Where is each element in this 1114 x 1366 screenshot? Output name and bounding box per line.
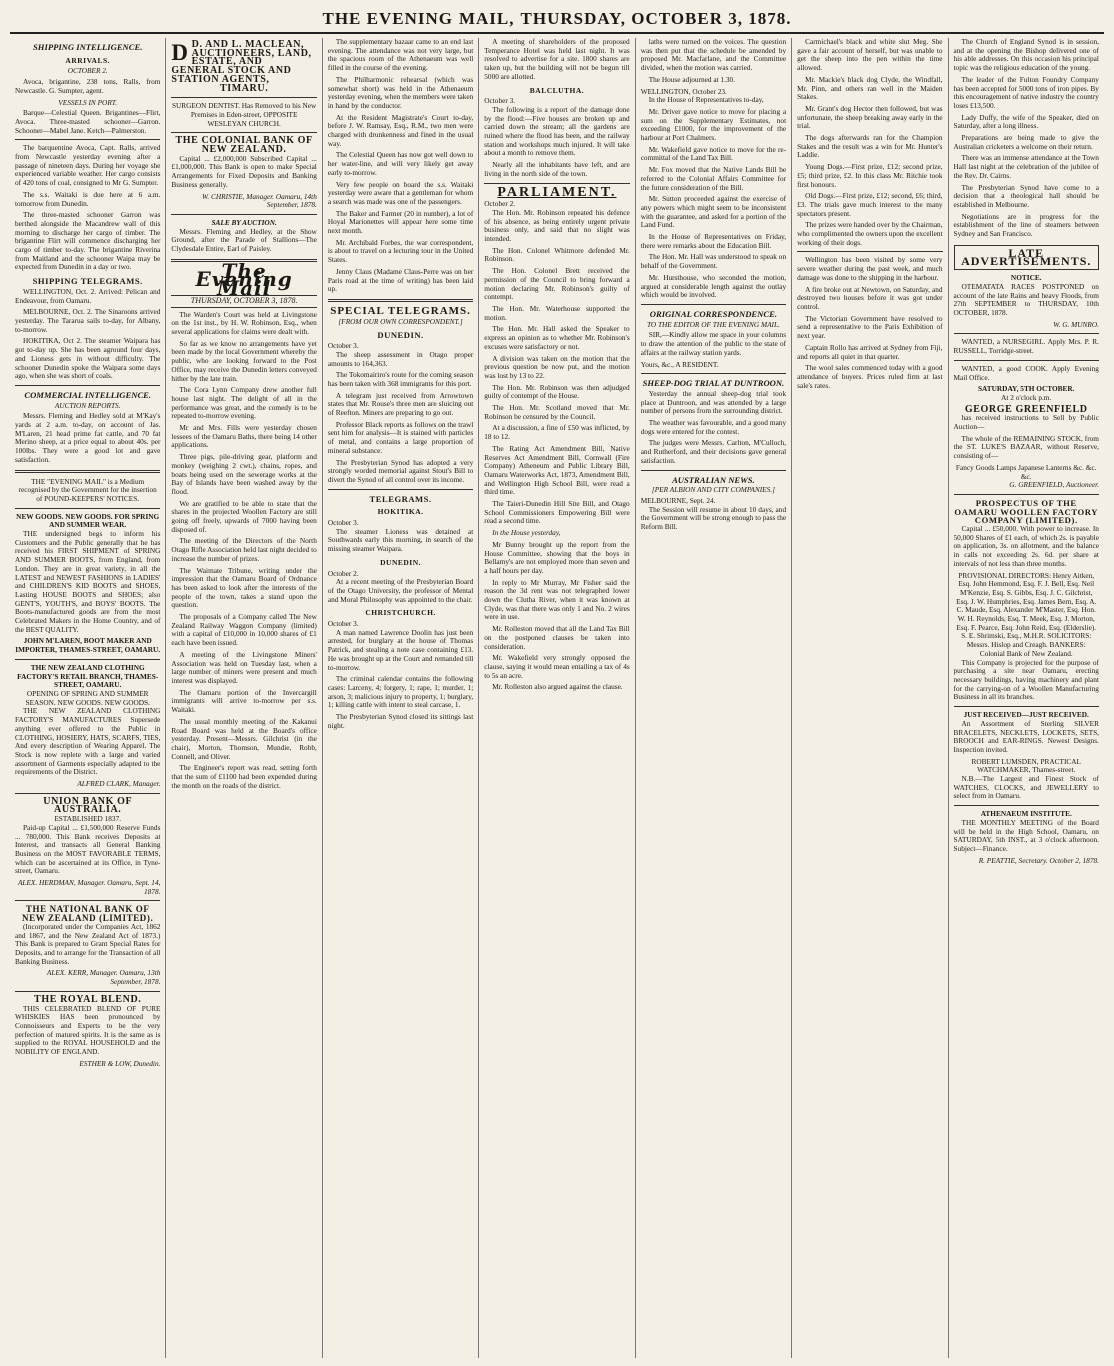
advert-signature: ESTHER & LOW, Dunedin. xyxy=(79,1058,161,1068)
news-paragraph: The wool sales commenced today with a good attendance of buyers. Prices ruled firm at last sale's rates. xyxy=(797,363,943,390)
advert-subheading: ESTABLISHED 1837. xyxy=(54,814,122,824)
advert-text: WANTED, a NURSEGIRL. Apply Mrs. P. R. RUSSELL, Torridge-street. xyxy=(953,337,1099,356)
paper-title: The Evening Mail xyxy=(195,258,293,301)
advert-text: N.B.—The Largest and Finest Stock of WATCHES, CLOCKS, and JEWELLERY to select from in Oamaru. xyxy=(953,774,1099,801)
advert-signature: R. PEATTIE, Secretary. October 2, 1878. xyxy=(978,855,1099,865)
parliament-paragraph: Mr. Sutton proceeded against the exercise of any powers which might seem to be inconsistent with the guarantee, and asked for a portion of the Land Fund. xyxy=(640,194,787,230)
dunedin-heading: DUNEDIN. xyxy=(380,557,421,567)
editorial-paragraph: We are gratified to be able to state that the shares in the projected Woollen Factory are still going off freely, upwards of 7000 having been disposed of. xyxy=(171,498,317,534)
column-7 xyxy=(949,38,1104,1358)
advert-royal-blend xyxy=(15,993,161,1069)
news-paragraph: A fire broke out at Newtown, on Saturday, and destroyed two houses before it was got under control. xyxy=(797,284,943,311)
dunedin-heading: DUNEDIN. xyxy=(377,330,424,341)
dateline: WELLINGTON, October 23. xyxy=(640,86,727,96)
advert-signature: JOHN M'LAREN, BOOT MAKER AND IMPORTER, THAMES-STREET, OAMARU. xyxy=(15,636,161,655)
advert-sale xyxy=(171,219,316,254)
advert-date: SATURDAY, 5TH OCTOBER. xyxy=(977,384,1075,394)
parliament-paragraph: The Rating Act Amendment Bill, Native Reserves Act Amendment Bill, Cornwall (Fire Company) Atheneum and Public Library Bill, Oamaru Waterworks Act, 1873, Amendment Bill, and Wellington High School Bill, were read a third time. xyxy=(484,443,630,497)
special-telegrams-subheading: [FROM OUR OWN CORRESPONDENT.] xyxy=(338,316,463,326)
balclutha-heading: BALCLUTHA. xyxy=(529,85,585,95)
advert-text: Messrs. Fleming and Hedley, at the Show Ground, after the Parade of Stallions—The Clydesdale Entire, Earl of Paisley. xyxy=(171,226,317,254)
news-paragraph: The Philharmonic rehearsal (which was somewhat short) was held in the Athenaeum yesterday evening, when the members were taken in hand by the conductor. xyxy=(327,74,474,110)
advert-signature: ALEX. KERR, Manager. Oamaru, 13th September, 1878. xyxy=(46,968,161,987)
shipping-telegrams-heading: SHIPPING TELEGRAMS. xyxy=(32,276,143,287)
telegram-paragraph: Professor Black reports as follows on the trawl sent him for analysis—It is stained with particles of metal, and contains a large proportion of mineral substance. xyxy=(327,419,474,455)
shipping-heading: SHIPPING INTELLIGENCE. xyxy=(33,42,143,52)
advert-town: TIMARU. xyxy=(219,82,269,94)
advert-text: THE undersigned begs to inform his Customers and the Public generally that he has received his FIRST SHIPMENT of SPRING AND SUMMER BOOTS, from England, from London. They are in great variety, in all the LATEST and NEWEST FASHIONS in LADIES' and CHILDREN'S KID BOOTS and SHOES, Lasting HOUSE BOOTS and SHOES; also GENT'S, YOUTH'S, and BOYS' BOOTS. The Boots-manufactured goods are from the most Celebrated Makers in the Home Country, and of the BEST QUALITY. xyxy=(15,529,161,634)
advert-text: The whole of the REMAINING STOCK, from the ST. LUKE'S BAZAAR, without Reserve, consisting of— xyxy=(953,433,1099,461)
news-paragraph: Mr. Archibald Forbes, the war correspondent, is about to travel on a lecturing tour in the United States. xyxy=(327,237,474,265)
divider xyxy=(15,991,160,992)
advert-evening-mail xyxy=(15,478,160,504)
arrivals-heading: ARRIVALS. xyxy=(65,55,110,65)
column-5 xyxy=(636,38,792,1358)
editorial-paragraph: A meeting of the Livingstone Miners' Association was held on Tuesday last, when a large number of miners were present and much interest was displayed. xyxy=(171,649,317,685)
advert-signature: W. G. MUNRO. xyxy=(1053,319,1099,329)
commercial-paragraph: Messrs. Fleming and Hedley sold at M'Kay's yards at 2 a.m. to-day, on account of Jas. M'Laren, 21 head prime fat cattle, and 70 fat Merino sheep, at a price equal to about 40s. per 100lbs. They were a good lot and gave satisfaction. xyxy=(15,411,161,464)
telegram-paragraph: A telegram just received from Arrowtown states that Mr. Rouse's three men are sluicing out of Reefton. Miners are preparing to go out. xyxy=(327,390,474,418)
news-paragraph: Very few people on board the s.s. Waitaki yesterday were aware that a gentleman for whom a search was made was one of the passengers. xyxy=(327,179,474,206)
divider xyxy=(171,132,316,133)
parliament-paragraph: The House adjourned at 1.30. xyxy=(648,74,736,84)
advert-heading: GEORGE GREENFIELD xyxy=(964,403,1088,415)
parliament-paragraph: Mr. Wakefield gave notice to move for the re-committal of the Land Tax Bill. xyxy=(640,144,787,163)
telegram-paragraph: The Tokomairiro's route for the coming season has been taken with 368 immigrants for this port. xyxy=(327,370,474,388)
parliament-paragraph: The Hon. Mr. Hall asked the Speaker to express an opinion as to whether Mr. Robinson's excuses were satisfactory or not. xyxy=(484,324,630,351)
editorial-paragraph: The proposals of a Company called The New Zealand Railway Waggon Company (limited) with a capital of £10,000 in 10,000 shares of £1 each have been issued. xyxy=(171,612,317,648)
divider xyxy=(954,333,1099,334)
advert-text: OTEMATATA RACES POSTPONED on account of the late Rains and heavy Floods, from 27th SEPTEMBER to THURSDAY, 10th OCTOBER, 1878. xyxy=(953,281,1099,317)
divider xyxy=(641,304,786,305)
advert-heading: NEW GOODS. NEW GOODS. FOR SPRING AND SUMMER WEAR. xyxy=(16,511,160,530)
advert-text: WANTED, a good COOK. Apply Evening Mail Office. xyxy=(953,363,1099,382)
masthead-title-left: THE EVENING xyxy=(322,9,453,28)
editorial-paragraph: The usual monthly meeting of the Kakanui Road Board was held at the Board's office yesterday. Present—Messrs. Gilchrist (in the chair), Morton, Thomson, Mundie, Robb, Connell, and Oliver. xyxy=(171,716,317,761)
hokitika-heading: HOKITIKA. xyxy=(377,507,424,517)
advert-time: At 2 o'clock p.m. xyxy=(1001,392,1052,402)
advert-woollen-factory xyxy=(954,499,1099,702)
vessels-list: Barque—Celestial Queen. Brigantines—Flirt, Avoca. Three-masted schooner—Garron. Schooner—Mabel Jane. Ketch—Palmerston. xyxy=(15,108,161,135)
auction-reports-heading: AUCTION REPORTS. xyxy=(54,400,121,410)
advert-colonial-bank xyxy=(171,137,316,210)
dateline: October 2. xyxy=(327,568,359,578)
column-container xyxy=(10,38,1104,1358)
news-paragraph: The Church of England Synod is in session, and at the opening the Bishop delivered one of his able addresses. On this occasion his principal topic was the religious education of the young. xyxy=(953,38,1099,73)
advert-lumsden xyxy=(954,711,1099,801)
advert-nz-clothing xyxy=(15,664,160,789)
divider xyxy=(171,214,316,215)
news-paragraph: Negotiations are in progress for the establishment of the line of steamers between Sydney and San Francisco. xyxy=(953,211,1099,239)
telegram-item: HOKITIKA, Oct 2. The steamer Waipara has got to-day up. She has been aground four days, and Lioness gets in without difficulty. The schooner Dunedin spoke the Waipara some days ago, when she was short of coals. xyxy=(15,336,161,381)
divider xyxy=(15,508,160,509)
dateline: October 3. xyxy=(327,619,359,629)
news-paragraph: Nearly all the inhabitants have left, and are living in the north side of the town. xyxy=(484,160,630,178)
special-telegrams-heading: SPECIAL TELEGRAMS. xyxy=(330,304,471,317)
advert-text: Capital ... £2,000,000 Subscribed Capital ... £1,000,000. This Bank is open to make Special Arrangements for Fixed Deposits and Banking Business generally. xyxy=(171,153,317,189)
news-paragraph: A meeting of shareholders of the proposed Temperance Hotel was held last night. It was resolved to advertise for a site. 1800 shares are taken up, but the building will not be begun till 5000 are allotted. xyxy=(484,38,630,81)
divider xyxy=(15,139,160,140)
dateline: October 3. xyxy=(327,341,359,351)
drop-cap: D xyxy=(171,40,189,65)
advert-heading: THE NATIONAL BANK OF NEW ZEALAND (LIMITED). xyxy=(22,904,154,924)
divider xyxy=(15,470,160,473)
divider xyxy=(954,706,1099,707)
advert-national-bank xyxy=(15,905,160,986)
parliament-paragraph: The Hon. Mr. Robinson repeated his defence of his absence, as being entirely urgent private business only, and said that no slight was intended. xyxy=(484,207,630,244)
divider xyxy=(15,659,160,660)
advert-greenfield xyxy=(953,403,1099,490)
advert-boots xyxy=(15,513,160,655)
editorial-paragraph: Mr and Mrs. Fills were yesterday chosen lessees of the Oamaru Baths, there being 14 other applications. xyxy=(171,423,317,450)
letter-paragraph: SIR,—Kindly allow me space in your columns to draw the attention of the public to the state of affairs at the railway station yards. xyxy=(640,330,787,357)
advert-heading: UNION BANK OF AUSTRALIA. xyxy=(43,795,133,816)
parliament-paragraph: Mr. Wakefield very strongly opposed the clause, saying it would mean entailing a tax of 4s to 5s an acre. xyxy=(484,653,630,680)
divider xyxy=(954,805,1099,806)
advert-text: THE "EVENING MAIL" is a Medium recognised by the Government for the insertion of POUND-KEEPERS' NOTICES. xyxy=(18,476,157,503)
telegram-paragraph: The Presbyterian Synod closed its sittings last night. xyxy=(327,712,474,730)
advert-union-bank xyxy=(15,795,161,897)
advert-heading: D. AND L. MACLEAN, AUCTIONEERS, LAND, ESTATE, AND GENERAL STOCK AND STATION AGENTS, xyxy=(171,39,312,85)
news-paragraph: Wellington has been visited by some very severe weather during the past week, and much damage was done to the shipping in the harbour. xyxy=(797,255,943,282)
advert-text: THE NEW ZEALAND CLOTHING FACTORY'S MANUFACTURES Supersede anything ever offered to the Public in CLOTHING, HOSIERY, HATS, SCARFS, TIES, And every description of Wearing Apparel. The Stock is now replete with a large and varied assortment of Garments especially adapted to the requirements of the District. xyxy=(15,706,161,777)
late-advertisements-banner: LATE ADVERTISEMENTS. xyxy=(954,245,1099,270)
parliament-paragraph: The Hon. Mr. Hall was understood to speak on behalf of the Government. xyxy=(640,252,787,271)
news-paragraph: The Victorian Government have resolved to send a representative to the Paris Exhibition of next year. xyxy=(797,313,943,341)
divider xyxy=(171,97,316,98)
arrival-entry: Avoca, brigantine, 238 tons, Ralls, from Newcastle. G. Sumpter, agent. xyxy=(15,77,161,95)
news-paragraph: There was an immense attendance at the Town Hall last night at the celebration of the jubilee of the Rev. Dr. Cairns. xyxy=(953,153,1099,180)
advert-text: has received instructions to Sell by Public Auction— xyxy=(953,413,1099,432)
editorial-paragraph: The Engineer's report was read, setting forth that the sum of £1100 had been expended during the month on the roads of the district. xyxy=(171,763,317,790)
shipping-paragraph: The s.s. Waitaki is due here at 6 a.m. tomorrow from Dunedin. xyxy=(15,189,161,208)
advert-directors: PROVISIONAL DIRECTORS: Henry Aitken, Esq. John Hemmond, Esq. F. J. Bell, Esq. Neil M'Kenzie, Esq. S. Gibbs, Esq. J. C. Gilchrist, Esq. J. W. Humphries, Esq. James Bern, Esq. A. C. Maude, Esq. Alexander M'Master, Esq. Hon. W. H. Reynolds, Esq. T. Meek, Esq. J. Morton, Esq. F. Pearce, Esq. John Reid, Esq. (Elderslie). S. E. Shrimski, Esq., M.H.R. SOLICITORS: Messrs. Hislop and Creagh. BANKERS: Colonial Bank of New Zealand. xyxy=(956,570,1097,658)
news-paragraph: Mr. Mackie's black dog Clyde, the Windfall, Mr. Pinn, and others ran well in the Maiden Stakes. xyxy=(797,74,943,102)
news-paragraph: The Presbyterian Synod have come to a decision that a theological hall should be established in Melbourne. xyxy=(953,182,1099,209)
news-paragraph: The Session will resume in about 10 days, and the Government will be strong enough to pass the Reform Bill. xyxy=(640,504,787,532)
divider xyxy=(484,183,629,184)
telegram-paragraph: At a recent meeting of the Presbyterian Board of the Otago University, the professor of Mental and Moral Philosophy was appointed to the chair. xyxy=(327,577,474,604)
advert-heading: NOTICE. xyxy=(1010,273,1042,283)
divider xyxy=(641,373,786,374)
dateline: October 3. xyxy=(327,518,359,528)
news-paragraph: Mr. Grant's dog Hector then followed, but was unfortunate, the sheep breaking away early in the trial. xyxy=(797,103,943,131)
masthead xyxy=(10,6,1104,34)
news-paragraph: Yesterday the annual sheep-dog trial took place at Duntroon, and was attended by a large number of persons from the surrounding district. xyxy=(640,388,787,416)
advert-heading: SALE BY AUCTION. xyxy=(211,217,277,227)
parliament-paragraph: In reply to Mr Murray, Mr Fisher said the reason the 3d rent was not telegraphed lower down the Clutha River, when it was known at Clyde, was that there was only 1 and No. 2 wires were in use. xyxy=(484,577,630,622)
parliament-paragraph: The Hon. Mr. Waterhouse supported the motion. xyxy=(484,303,630,322)
dateline: October 2. xyxy=(484,199,516,209)
australian-news-heading: AUSTRALIAN NEWS. xyxy=(672,474,755,485)
australian-news-subheading: [PER ALBION AND CITY COMPANIES.] xyxy=(651,485,775,495)
shipping-paragraph: The three-masted schooner Garron was berthed alongside the Macandrew wall of this morning to discharge her cargo of timber. The brigantine Flirt will commence discharging her cargo of timber to-day. The brigantine Riverina from Maitland and the schooner Waipa may be expected from Dunedin in a day or two. xyxy=(15,210,161,272)
advert-signature: W. CHRISTIE, Manager. Oamaru, 14th September, 1878. xyxy=(201,191,317,210)
dateline: October 3. xyxy=(484,96,516,106)
news-paragraph: Jenny Claus (Madame Claus-Perre was on her Paris road at the time of writing) has been laid up. xyxy=(327,266,474,294)
news-paragraph: The leader of the Fulton Foundry Company has been accepted for 5000 tons of iron pipes. By this encouragement of native industry the country loses £13,500. xyxy=(953,74,1099,110)
parliament-paragraph: laths were turned on the voices. The question was then put that the schedule be amended by proposed Mr. Macfarlane, and the Committee divided, when the motion was carried. xyxy=(640,38,787,73)
divider xyxy=(954,494,1099,495)
editorial-paragraph: Three pigs, pile-driving gear, platform and monkey (weighing 2 cwt.), chains, ropes, and boats being used on the sewerage works at the Bay of Islands have been washed away by the flood. xyxy=(171,452,317,496)
advert-races xyxy=(954,274,1099,329)
parliament-paragraph: The Hon. Colonel Brett received the permission of the Council to bring forward a motion declaring Mr. Robinson's guilty of contempt. xyxy=(484,266,630,302)
advert-heading: JUST RECEIVED—JUST RECEIVED. xyxy=(963,710,1089,720)
divider xyxy=(641,470,786,471)
parliament-heading: PARLIAMENT. xyxy=(497,184,617,200)
telegram-item: MELBOURNE, Oct. 2. The Sinaroons arrived yesterday. The Tararua sails to-day, for Albany, to-morrow. xyxy=(15,307,161,334)
news-paragraph: The following is a report of the damage done by the flood:—Five houses are broken up and carried down the stream; all the gardens are ruined where the flood has been, and the railway station and workshops much injured. It will take about a month to remove them. xyxy=(484,104,630,158)
dateline: MELBOURNE, Sept. 24. xyxy=(640,495,716,505)
news-paragraph: At the Resident Magistrate's Court to-day, before J. W. Ramsay, Esq., R.M., two men were charged with drunkenness and fined in the usual way. xyxy=(327,112,474,148)
divider xyxy=(15,793,160,794)
parliament-paragraph: The Hon. Mr. Scotland moved that Mr. Robinson be censured by the Council. xyxy=(484,403,630,421)
telegram-item: WELLINGTON, Oct. 2. Arrived: Pelican and Endeavour, from Oamaru. xyxy=(15,286,161,305)
parliament-paragraph: At a discussion, a fine of £50 was inflicted, by 18 to 12. xyxy=(484,423,630,442)
parliament-paragraph: In the House of Representatives to-day, xyxy=(648,95,764,105)
column-2 xyxy=(166,38,322,1358)
column-1 xyxy=(10,38,166,1358)
news-paragraph: Captain Rollo has arrived at Sydney from Fiji, and reports all quiet in that quarter. xyxy=(797,342,943,361)
news-paragraph: Preparations are being made to give the Australian cricketers a welcome on their return. xyxy=(953,133,1099,151)
advert-dentist xyxy=(171,102,316,128)
parliament-paragraph: In the House yesterday, xyxy=(492,528,561,538)
telegram-paragraph: The criminal calendar contains the following cases: Larceny, 4; forgery, 1; rape, 1; murder, 1; arson, 3; malicious injury to property, 1; burglary, 1; killing cattle with intent to steal carcase, 1. xyxy=(327,674,474,710)
news-paragraph: The prizes were handed over by the Chairman, who complimented the owners upon the excellent working of their dogs. xyxy=(797,220,943,247)
news-paragraph: Lady Duffy, the wife of the Speaker, died on Saturday, after a long illness. xyxy=(953,112,1099,131)
parliament-paragraph: The Hon. Mr. Robinson was then adjudged guilty of contempt of the House. xyxy=(484,382,630,401)
editorial-paragraph: So far as we know no arrangements have yet been made by the local Government whereby the public, who are looking forward to the Post Office, may receive the Dunedin letters conveyed hither by the late train. xyxy=(171,338,317,383)
column-3 xyxy=(323,38,479,1358)
christchurch-heading: CHRISTCHURCH. xyxy=(365,608,436,618)
column-6 xyxy=(792,38,948,1358)
advert-text: Paid-up Capital ... £1,500,000 Reserve Funds ... 780,000. This Bank receives Deposits at Interest, and transacts all General Banking Business on the MOST FAVORABLE TERMS, which can be ascertained at its Office, in Tyne-street, Oamaru. xyxy=(15,822,161,876)
parliament-paragraph: Mr. Fox moved that the Native Lands Bill be referred to the Colonial Affairs Committee for the future consideration of the Bill. xyxy=(640,165,787,192)
telegrams-heading: TELEGRAMS. xyxy=(369,493,432,504)
advert-text: THIS CELEBRATED BLEND OF PURE WHISKIES HAS been pronounced by Connoisseurs and Experts to be the very perfection of matured spirits. It is the same as is supplied to the ROYAL HOUSEHOLD and the NOBILITY OF ENGLAND. xyxy=(15,1003,161,1057)
shipping-paragraph: The barquentine Avoca, Capt. Ralls, arrived from Newcastle yesterday evening after a passage of nineteen days. During her voyage she experienced variable weather. Her cargo consists of 420 tons of coal, consigned to Mr G. Sumpter. xyxy=(15,143,161,188)
telegram-paragraph: The sheep assessment in Otago proper amounts to 164,363. xyxy=(327,349,474,368)
news-paragraph: Carmichael's black and white slut Meg. She gave a fair account of herself, but was unable to get the sheep into the pen within the time allowed. xyxy=(797,38,943,73)
parliament-paragraph: Mr. Rolleston also argued against the clause. xyxy=(492,682,623,692)
parliament-paragraph: Mr. Rolleston moved that all the Land Tax Bill on the postponed clauses be taken into consideration. xyxy=(484,624,630,651)
masthead-title-middle: MAIL, xyxy=(458,9,515,28)
editorial-paragraph: The Cora Lynn Company drew another full house last night. The delight of all in the performance was great, and the comedy is to be repeated to-morrow evening. xyxy=(171,385,317,421)
advert-items: Fancy Goods Lamps Japanese Lanterns &c. &c. &c. xyxy=(955,462,1097,481)
editorial-paragraph: The Oamaru portion of the Invercargill immigrants will arrive to-morrow per s.s. Waitaki. xyxy=(171,687,317,715)
advert-text: An Assortment of Sterling SILVER BRACELETS, NECKLETS, LOCKETS, SETS, BROOCH and EAR-RINGS. Newest Designs. Inspection invited. xyxy=(953,718,1099,754)
news-paragraph: The judges were Messrs. Carlton, M'Culloch, and Rutherford, and their decisions gave general satisfaction. xyxy=(640,438,787,465)
advert-text: SURGEON DENTIST. Has Removed to his New Premises in Eden-street, OPPOSITE WESLEYAN CHURCH. xyxy=(171,101,317,128)
advert-maclean xyxy=(171,41,316,93)
divider xyxy=(15,900,160,901)
divider xyxy=(954,360,1099,361)
divider xyxy=(328,299,473,302)
arrivals-date: OCTOBER 2. xyxy=(67,66,108,76)
advert-text: THE MONTHLY MEETING of the Board will be held in the High School, Oamaru, on SATURDAY, 5th INST., at 3 o'clock afternoon. Subject—Finance. xyxy=(953,817,1099,853)
advert-text: Capital ... £50,000. With power to increase. In 50,000 Shares of £1 each, of which 2s. is payable on application, 3s. on allotment, and the balance in calls not exceeding 2s. 6d. per share at intervals of not less than three months. xyxy=(953,524,1099,568)
telegram-paragraph: The Presbyterian Synod has adopted a very strongly worded memorial against Stout's Bill to divert the Synod of all control over its income. xyxy=(327,457,474,484)
editorial-date: THURSDAY, OCTOBER 3, 1878. xyxy=(171,295,316,308)
parliament-paragraph: A division was taken on the motion that the previous question be now put, and the motion was lost by 13 to 22. xyxy=(484,353,630,380)
advert-text: This Company is projected for the purpose of purchasing a site near Oamaru, erecting necessary buildings, having machinery and plant for the carrying-on of a Woollen Manufacturing Business in all its branches. xyxy=(953,657,1099,702)
parliament-paragraph: Mr. Driver gave notice to move for placing a sum on the Supplementary Estimates, not exceeding £1000, for the improvement of the harbour at Port Chalmers. xyxy=(640,106,787,143)
advert-signature: ALFRED CLARK, Manager. xyxy=(77,779,161,789)
parliament-paragraph: The Taieri-Dunedin Hill Site Bill, and Otago School Commissioners Empowering Bill were read a second time. xyxy=(484,499,630,526)
editorial-paragraph: The Waimate Tribune, writing under the impression that the Oamaru Board of Ordnance has been asked to look after the interests of the people of the town, takes a stand upon the question. xyxy=(171,565,317,610)
news-paragraph: The Celestial Queen has now got well down to her water-line, and will very likely get away early to-morrow. xyxy=(327,150,474,177)
news-paragraph: Young Dogs.—First prize, £12; second prize, £5; third prize, £2. In this class Mr. Ritchie took first honours. xyxy=(797,162,943,189)
advert-text: (Incorporated under the Companies Act, 1862 and 1867, and the New Zealand Act of 1873.) This Bank is prepared to Grant Special Rates for Deposits, and to arrange for the Transaction of all Banking Business. xyxy=(15,921,161,966)
letter-salutation: TO THE EDITOR OF THE EVENING MAIL. xyxy=(646,319,780,329)
advert-signature: ROBERT LUMSDEN, PRACTICAL WATCHMAKER, Thames-street. xyxy=(971,756,1081,775)
advert-heading: THE COLONIAL BANK OF NEW ZEALAND. xyxy=(175,135,313,156)
advert-heading: ATHENAEUM INSTITUTE. xyxy=(980,809,1072,819)
advert-subheading: OPENING OF SPRING AND SUMMER SEASON. NEW GOODS. NEW GOODS. xyxy=(25,689,150,707)
parliament-paragraph: Mr. Hursthouse, who seconded the motion, argued at considerable length against the outlay which would be involved. xyxy=(640,272,787,300)
news-paragraph: The dogs afterwards ran for the Champion Stakes and the result was a win for Mr. Hunter's Laddie. xyxy=(797,133,943,160)
column-4 xyxy=(479,38,635,1358)
letter-signature: Yours, &c., A RESIDENT. xyxy=(640,359,719,369)
vessels-in-port-heading: VESSELS IN PORT. xyxy=(58,97,118,107)
sheep-dog-trial-heading: SHEEP-DOG TRIAL AT DUNTROON. xyxy=(642,378,785,389)
parliament-paragraph: Mr Bunny brought up the report from the House Committee, showing that the boys in Bellamy's are not employed more than seven and a half hours per day. xyxy=(484,539,630,575)
news-paragraph: The weather was favourable, and a good many dogs were entered for the contest. xyxy=(640,418,787,436)
divider xyxy=(797,251,942,252)
advert-cook xyxy=(954,365,1099,403)
parliament-paragraph: In the House of Representatives on Friday, there were remarks about the Education Bill. xyxy=(640,232,787,250)
commercial-heading: COMMERCIAL INTELLIGENCE. xyxy=(24,389,152,400)
news-paragraph: The Baker and Farmer (20 in number), a lot of Hoyal Marionettes will appear here some time next month. xyxy=(327,208,474,236)
divider xyxy=(15,385,160,386)
news-paragraph: The supplementary bazaar came to an end last evening. The attendance was not very large, but the spacious room of the Athenaeum was well filled in the course of the evening. xyxy=(327,38,474,73)
advert-heading: THE NEW ZEALAND CLOTHING FACTORY'S RETAIL BRANCH, THAMES-STREET, OAMARU. xyxy=(17,662,159,690)
advert-heading: THE ROYAL BLEND. xyxy=(34,993,142,1005)
correspondence-heading: ORIGINAL CORRESPONDENCE. xyxy=(649,308,777,319)
masthead-date: THURSDAY, OCTOBER 3, 1878. xyxy=(520,9,792,28)
advert-signature: G. GREENFIELD, Auctioneer. xyxy=(1009,480,1099,490)
advert-signature: ALEX. HERDMAN, Manager. Oamaru, Sept. 14, 1878. xyxy=(17,878,161,896)
telegram-paragraph: A man named Lawrence Doolin has just been arrested, for burglary at the house of Thomas Patrick, and stealing a note case containing £13. He was brought up at the Court and remanded till to-morrow. xyxy=(327,627,474,672)
telegram-paragraph: The steamer Lioness was detained at Southwards early this morning, in search of the missing steamer Waipara. xyxy=(327,526,474,554)
news-paragraph: Old Dogs.—First prize, £12; second, £6; third, £3. The trials gave much interest to the many spectators present. xyxy=(797,191,943,218)
advert-athenaeum xyxy=(954,810,1099,865)
advert-heading: PROSPECTUS OF THE OAMARU WOOLLEN FACTORY COMPANY (LIMITED). xyxy=(954,497,1099,526)
editorial-paragraph: The Warden's Court was held at Livingstone on the 1st inst., by H. W. Robinson, Esq., when several applications for claims were dealt with. xyxy=(171,309,317,336)
editorial-paragraph: The meeting of the Directors of the North Otago Rifle Association held last night decided to increase the number of prizes. xyxy=(171,536,317,563)
advert-nursegirl xyxy=(954,338,1099,355)
divider xyxy=(328,489,473,490)
parliament-paragraph: The Hon. Colonel Whitmore defended Mr. Robinson. xyxy=(484,245,630,264)
